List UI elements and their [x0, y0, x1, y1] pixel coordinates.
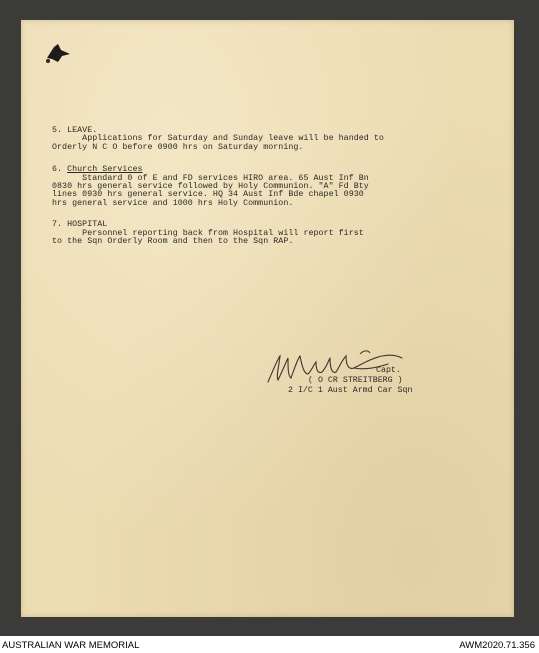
institution-label: AUSTRALIAN WAR MEMORIAL [2, 640, 140, 651]
item-line: Applications for Saturday and Sunday leave will be handed to [52, 134, 384, 144]
signatory-rank: Capt. [376, 366, 401, 375]
item-number: 7. [52, 220, 63, 230]
item-heading: LEAVE. [67, 126, 98, 135]
item-number: 6. [52, 165, 63, 175]
item-hospital [52, 221, 472, 246]
item-line: Orderly N C O before 0900 hrs on Saturday morning. [52, 142, 304, 152]
item-line: hrs general service and 1000 hrs Holy Communion. [52, 198, 294, 208]
item-heading: HOSPITAL [67, 220, 108, 230]
item-church-services [52, 166, 472, 208]
item-number: 5. [52, 126, 63, 135]
item-line: to the Sqn Orderly Room and then to the Sqn RAP. [52, 237, 294, 247]
item-line: Standard 0 of E and FD services HIRO area. 65 Aust Inf Bn [52, 173, 369, 183]
item-line: Personnel reporting back from Hospital will report first [52, 228, 364, 238]
item-line: lines 0930 hrs general service. HQ 34 Aust Inf Bde chapel 0930 [52, 190, 364, 200]
reference-number: AWM2020.71.356 [459, 640, 535, 651]
item-heading: Church Services [67, 165, 143, 175]
signatory-unit: 2 I/C 1 Aust Armd Car Sqn [288, 386, 413, 395]
signatory-name: ( O CR STREITBERG ) [308, 376, 403, 385]
item-leave [52, 127, 472, 152]
punch-hole-mark [43, 41, 73, 67]
footer-bar [0, 636, 539, 653]
paper-page [21, 20, 514, 617]
document-body [52, 127, 472, 246]
signature-block [288, 366, 412, 396]
item-line: 0830 hrs general service followed by Holy Communion. "A" Fd Bty [52, 182, 369, 192]
